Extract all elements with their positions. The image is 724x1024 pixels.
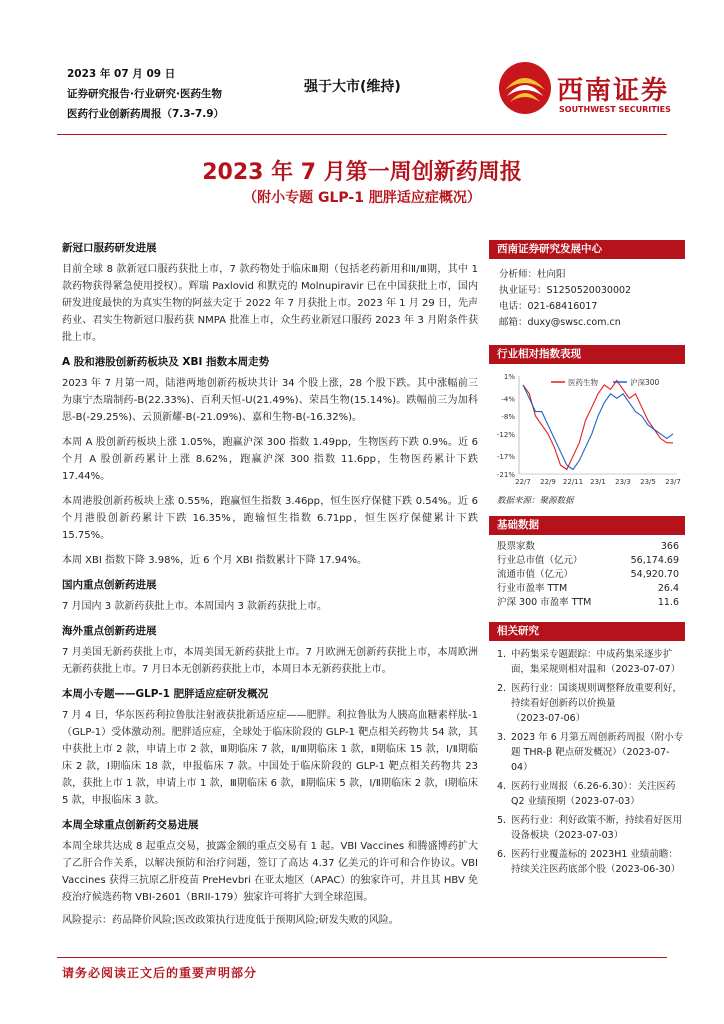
section-paragraph: 7 月美国无新药获批上市，本周美国无新药获批上市。7 月欧洲无创新药获批上市，本周欧洲无新药获批上市。7 月日本无创新药获批上市，本周日本无新药获批上市。: [62, 647, 478, 675]
basic-data-row: [497, 568, 679, 582]
related-item-title: 医药行业：国谈规则调整释放重要利好，持续看好创新药以价换量: [511, 683, 683, 709]
chart-x-tick-label: 23/1: [590, 478, 606, 486]
section-paragraph: 本周 XBI 指数下降 3.98%，近 6 个月 XBI 指数累计下降 17.94%。: [62, 555, 368, 566]
chart-y-tick-label: -21%: [496, 471, 515, 479]
basic-data-row: [497, 596, 679, 610]
basic-data-key: 行业总市值（亿元）: [497, 555, 583, 566]
risk-warning: 风险提示：药品降价风险;医改政策执行进度低于预期风险;研发失败的风险。: [62, 915, 399, 926]
basic-data-key: 流通市值（亿元）: [497, 569, 574, 580]
logo-subtext: SOUTHWEST SECURITIES: [559, 105, 671, 114]
related-item-title: 医药行业：利好政策不断，持续看好医用设备板块: [511, 815, 683, 841]
basic-data-row: [497, 582, 679, 596]
related-item-date: （2023-07-04）: [511, 747, 670, 773]
related-item-number: 1.: [497, 649, 507, 660]
related-item-title: 医药行业覆盖标的 2023H1 业绩前瞻：持续关注医药底部个股: [511, 849, 678, 875]
chart-x-tick-label: 23/5: [640, 478, 656, 486]
related-item-date: （2023-07-03）: [549, 830, 624, 841]
chart-series-line-0: [523, 381, 673, 470]
section-heading: 本周小专题——GLP-1 肥胖适应症研发概况: [62, 688, 269, 700]
related-item-number: 2.: [497, 683, 507, 694]
related-item-title: 医药行业周报（6.26-6.30）：关注医药 Q2 业绩预期: [511, 781, 676, 807]
basic-data-value: 366: [660, 541, 679, 552]
section-paragraph: 目前全球 8 款新冠口服药获批上市，7 款药物处于临床Ⅲ期（包括老药新用和Ⅱ/Ⅲ期，其中 1 款药物获得紧急使用授权）。辉瑞 Paxlovid 和默克的 Molnupiravir 已在中国获批上市，国内研发进度最快的为真实生物的阿兹夫定于 2022 年 7 月获批上市。2023 年 1 月 29 日，先声药业、君实生物新冠口服药获 NMPA 批准上市，众生药业新冠口服药 2023 年 3 月附条件获批上市。: [62, 264, 478, 343]
basic-data-key: 行业市盈率 TTM: [497, 583, 568, 594]
logo-text: 西南证券: [557, 76, 670, 106]
related-research-item[interactable]: [497, 779, 685, 809]
sidebar-heading: 相关研究: [489, 622, 685, 641]
section-heading: 本周全球重点创新药交易进展: [62, 819, 199, 831]
relative-index-chart: [489, 366, 685, 492]
related-item-number: 4.: [497, 781, 507, 792]
analyst-name: 分析师：杜向阳: [499, 269, 566, 280]
basic-data-value: 56,174.69: [630, 555, 679, 566]
footer-disclaimer: 请务必阅读正文后的重要声明部分: [62, 966, 258, 980]
industry-rating: 强于大市(维持): [304, 79, 401, 95]
section-paragraph: 本周全球共达成 8 起重点交易，披露金额的重点交易有 1 起。VBI Vaccines 和腾盛博药扩大了乙肝合作关系，以解决预防和治疗问题，签订了高达 4.37 亿美元的许可和合作协议。VBI Vaccines 获得三抗原乙肝疫苗 PreHevbri 在亚太地区（APAC）的独家许可，并且其 HBV 免疫治疗候选药物 VBI-2601（BRII-179）独家许可将扩大到全球范围。: [62, 841, 478, 903]
related-item-date: （2023-07-03）: [565, 796, 640, 807]
related-item-title: 2023 年 6 月第五周创新药周报（附小专题 THR-β 靶点研发概况）: [511, 732, 684, 758]
related-research-item[interactable]: [497, 647, 685, 677]
basic-data-table: [489, 535, 685, 610]
section-heading: A 股和港股创新药板块及 XBI 指数本周走势: [62, 356, 270, 368]
related-research-item[interactable]: [497, 813, 685, 843]
sidebar-heading: 基础数据: [489, 516, 685, 535]
chart-legend-label: 沪深300: [630, 378, 660, 387]
section-heading: 海外重点创新药进展: [62, 625, 157, 637]
report-header: [57, 56, 717, 136]
analyst-phone: 电话：021-68416017: [499, 301, 598, 312]
basic-data-value: 11.6: [657, 597, 679, 608]
header-divider: [57, 134, 667, 135]
logo-emblem-icon: [497, 60, 553, 116]
related-research-item[interactable]: [497, 847, 685, 877]
company-logo: [497, 60, 724, 120]
main-column: [62, 240, 478, 929]
basic-data-key: 股票家数: [497, 541, 536, 552]
section-heading: 国内重点创新药进展: [62, 579, 157, 591]
section-paragraph: 7 月 4 日，华东医药利拉鲁肽注射液获批新适应症——肥胖。利拉鲁肽为人胰高血糖素样肽-1（GLP-1）受体激动剂。肥胖适应症，全球处于临床阶段的 GLP-1 靶点相关药物共 54 款，其中获批上市 2 款，申请上市 2 款，Ⅲ期临床 7 款，Ⅱ/Ⅲ期临床 1 款，Ⅱ期临床 15 款，Ⅰ/Ⅱ期临床 2 款，Ⅰ期临床 18 款，申报临床 7 款。中国处于临床阶段的 GLP-1 靶点相关药物共 23 款，获批上市 1 款，申请上市 1 款，Ⅲ期临床 6 款，Ⅱ期临床 5 款，Ⅰ/Ⅱ期临床 2 款，Ⅰ期临床 5 款，申报临床 3 款。: [62, 710, 478, 806]
section-paragraph: 本周港股创新药板块上涨 0.55%，跑赢恒生指数 3.46pp，恒生医疗保健下跌 0.54%。近 6 个月港股创新药累计下跌 16.35%，跑输恒生指数 6.71pp，恒生医疗保健累计下跌 15.75%。: [62, 496, 478, 541]
related-item-number: 5.: [497, 815, 507, 826]
report-series: 医药行业创新药周报（7.3-7.9）: [67, 108, 225, 120]
basic-data-row: [497, 540, 679, 554]
chart-x-tick-label: 23/7: [665, 478, 681, 486]
chart-y-tick-label: 1%: [503, 373, 515, 381]
related-item-number: 3.: [497, 732, 507, 743]
related-research-item[interactable]: [497, 730, 685, 775]
sidebar: [489, 240, 685, 877]
chart-x-tick-label: 23/3: [615, 478, 631, 486]
report-title: 2023 年 7 月第一周创新药周报: [202, 160, 522, 185]
related-item-number: 6.: [497, 849, 507, 860]
related-item-date: （2023-06-30）: [606, 864, 681, 875]
report-type: 证券研究报告·行业研究·医药生物: [67, 88, 222, 100]
chart-legend-label: 医药生物: [568, 378, 598, 387]
section-paragraph: 7 月国内 3 款新药获批上市。本周国内 3 款新药获批上市。: [62, 601, 327, 612]
basic-data-value: 26.4: [657, 583, 679, 594]
related-research-list: [489, 641, 685, 877]
chart-x-tick-label: 22/11: [562, 478, 584, 486]
sidebar-heading: 西南证券研究发展中心: [489, 240, 685, 259]
report-subtitle: （附小专题 GLP-1 肥胖适应症概况）: [243, 190, 481, 206]
chart-x-tick-label: 22/9: [540, 478, 556, 486]
chart-series-line-1: [523, 385, 673, 470]
footer-divider: [57, 957, 667, 958]
report-date: 2023 年 07 月 09 日: [67, 68, 176, 80]
analyst-email[interactable]: 邮箱：duxy@swsc.com.cn: [499, 317, 621, 328]
analyst-license: 执业证号：S1250520030002: [499, 285, 632, 296]
section-paragraph: 本周 A 股创新药板块上涨 1.05%，跑赢沪深 300 指数 1.49pp，生物医药下跌 0.9%。近 6 个月 A 股创新药累计上涨 8.62%，跑赢沪深 300 指数 11.6pp，生物医药累计下跌 17.44%。: [62, 437, 478, 482]
chart-y-tick-label: -17%: [496, 453, 515, 462]
section-heading: 新冠口服药研发进展: [62, 242, 157, 254]
basic-data-row: [497, 554, 679, 568]
analyst-info: [489, 259, 685, 331]
chart-y-tick-label: -12%: [496, 430, 515, 439]
chart-y-tick-label: -8%: [501, 413, 515, 422]
basic-data-value: 54,920.70: [630, 569, 679, 580]
related-item-title: 中药集采专题跟踪：中成药集采逐步扩面，集采规则相对温和: [511, 649, 673, 675]
section-paragraph: 2023 年 7 月第一周，陆港两地创新药板块共计 34 个股上涨，28 个股下跌。其中涨幅前三为康宁杰瑞制药-B(22.33%)、百利天恒-U(21.49%)、荣昌生物(15.14%)。跌幅前三为加科思-B(-29.25%)、云顶新耀-B(-21.09%)、嘉和生物-B(-16.32%)。: [62, 378, 478, 423]
related-item-date: （2023-07-06）: [511, 713, 586, 724]
related-item-date: （2023-07-07）: [606, 664, 681, 675]
chart-y-tick-label: -4%: [501, 395, 515, 404]
related-research-item[interactable]: [497, 681, 685, 726]
basic-data-key: 沪深 300 市盈率 TTM: [497, 597, 592, 608]
chart-x-tick-label: 22/7: [515, 478, 531, 486]
chart-source: 数据来源：聚源数据: [497, 496, 574, 506]
sidebar-heading: 行业相对指数表现: [489, 345, 685, 364]
